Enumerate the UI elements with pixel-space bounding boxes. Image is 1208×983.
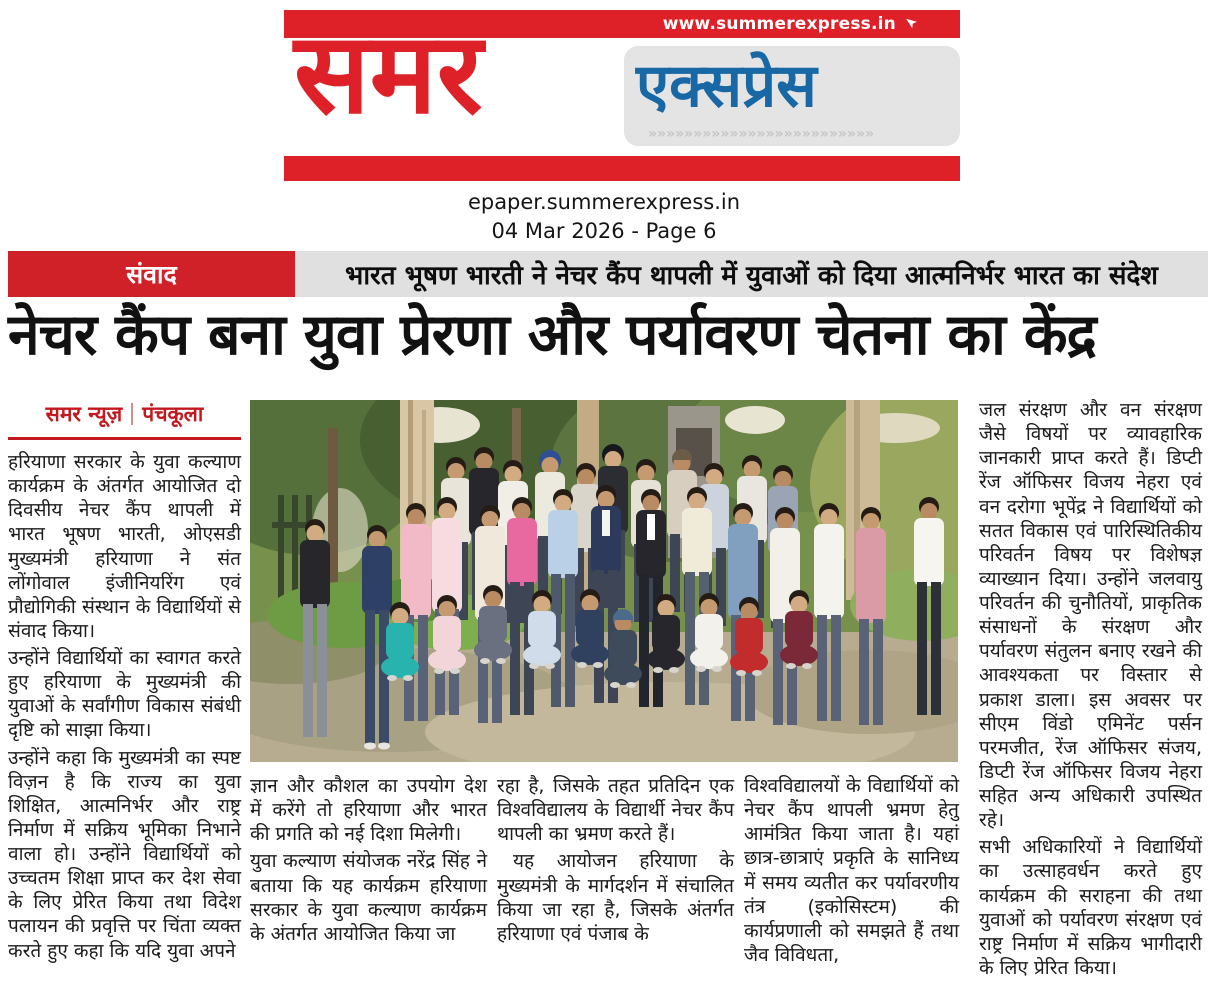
body-paragraph: यह आयोजन हरियाणा के मुख्यमंत्री के मार्गदर्शन में संचालित किया जा रहा है, जिसके अंतर्गत हरियाणा एवं पंजाब के xyxy=(497,850,734,945)
kicker-label: संवाद xyxy=(8,251,295,297)
byline-city: पंचकूला xyxy=(142,402,204,426)
kicker-strip xyxy=(8,251,1208,297)
article-column-5 xyxy=(979,398,1202,983)
body-paragraph: हरियाणा सरकार के युवा कल्याण कार्यक्रम के अंतर्गत आयोजित दो दिवसीय नेचर कैंप थापली में भारत भूषण भारती, ओएसडी मुख्यमंत्री हरियाणा ने संत लोंगोवाल इंजीनियरिंग एवं प्रौद्योगिकी संस्थान के विद्यार्थियों से संवाद किया। xyxy=(8,451,241,642)
article-column-1 xyxy=(8,396,241,966)
cursor-arrow-icon xyxy=(905,16,920,31)
page-info xyxy=(0,188,1208,247)
edition-date-page: 04 Mar 2026 - Page 6 xyxy=(491,219,717,244)
logo-text-red: समर xyxy=(294,9,483,139)
body-paragraph: उन्होंने कहा कि मुख्यमंत्री का स्पष्ट विज़न है कि राज्य का युवा शिक्षित, आत्मनिर्भर और राष्ट्र निर्माण में सक्रिय भूमिका निभाने वाला हो। उन्होंने विद्यार्थियों को उच्चतम शिक्षा प्राप्त कर देश सेवा के लिए प्रेरित किया तथा विदेश पलायन की प्रवृत्ति पर चिंता व्यक्त करते हुए कहा कि यदि युवा अपने xyxy=(8,746,241,962)
byline-rule xyxy=(8,437,241,440)
article-column-3 xyxy=(497,774,734,949)
logo-text-blue: एक्सप्रेस xyxy=(636,51,817,121)
website-url: www.summerexpress.in xyxy=(662,14,896,34)
article xyxy=(0,396,1208,979)
body-paragraph: विश्वविद्यालयों के विद्यार्थियों को नेचर कैंप थापली भ्रमण हेतु आमंत्रित किया जाता है। यहां छात्र-छात्राएं प्रकृति के सानिध्य में समय व्यतीत कर पर्यावरणीय तंत्र (इकोसिस्टम) की कार्यप्रणाली को समझते हैं तथा जैव विविधता, xyxy=(744,775,959,966)
byline-divider xyxy=(131,403,133,425)
kicker-headline: भारत भूषण भारती ने नेचर कैंप थापली में युवाओं को दिया आत्मनिर्भर भारत का संदेश xyxy=(295,251,1208,297)
epaper-url: epaper.summerexpress.in xyxy=(467,190,741,214)
article-column-2 xyxy=(250,774,487,949)
body-paragraph: युवा कल्याण संयोजक नरेंद्र सिंह ने बताया कि यह कार्यक्रम हरियाणा सरकार के युवा कल्याण कार्यक्रम के अंतर्गत आयोजित किया जा xyxy=(250,850,487,945)
body-paragraph: सभी अधिकारियों ने विद्यार्थियों का उत्साहवर्धन करते हुए कार्यक्रम की सराहना की तथा युवाओं को पर्यावरण संरक्षण एवं राष्ट्र निर्माण में सक्रिय भागीदारी के लिए प्रेरित किया। xyxy=(979,836,1202,979)
main-headline: नेचर कैंप बना युवा प्रेरणा और पर्यावरण चेतना का केंद्र xyxy=(8,302,1096,368)
masthead-bottom-bar xyxy=(284,156,960,181)
byline xyxy=(8,396,241,428)
chevron-decoration: »»»»»»»»»»»»»»»»»»»»»»»»» xyxy=(648,126,875,142)
byline-agency: समर न्यूज़ xyxy=(45,402,123,426)
article-column-4 xyxy=(744,774,959,970)
group-photo-illustration xyxy=(250,400,958,762)
group-photo xyxy=(250,400,958,762)
body-paragraph: रहा है, जिसके तहत प्रतिदिन एक विश्वविद्यालय के विद्यार्थी नेचर कैंप थापली का भ्रमण करते हैं। xyxy=(497,775,734,846)
body-paragraph: उन्होंने विद्यार्थियों का स्वागत करते हुए हरियाणा के मुख्यमंत्री की युवाओं के सर्वांगीण विकास संबंधी दृष्टि को साझा किया। xyxy=(8,647,241,742)
body-paragraph: ज्ञान और कौशल का उपयोग देश में करेंगे तो हरियाणा और भारत की प्रगति को नई दिशा मिलेगी। xyxy=(250,775,487,846)
body-paragraph: जल संरक्षण और वन संरक्षण जैसे विषयों पर व्यावहारिक जानकारी प्राप्त करते हैं। डिप्टी रेंज ऑफिसर विजय नेहरा एवं वन दरोगा भूपेंद्र ने विद्यार्थियों को सतत विकास एवं पारिस्थितिकीय परिवर्तन विषय पर विशेषज्ञ व्याख्यान दिया। उन्होंने जलवायु परिवर्तन की चुनौतियों, प्राकृतिक संसाधनों के संरक्षण और पर्यावरण संतुलन बनाए रखने की आवश्यकता पर विस्तार से प्रकाश डाला। इस अवसर पर सीएम विंडो एमिनेंट पर्सन परमजीत, रेंज ऑफिसर संजय, डिप्टी रेंज ऑफिसर विजय नेहरा सहित अन्य अधिकारी उपस्थित रहे। xyxy=(979,399,1202,832)
masthead xyxy=(284,10,960,181)
